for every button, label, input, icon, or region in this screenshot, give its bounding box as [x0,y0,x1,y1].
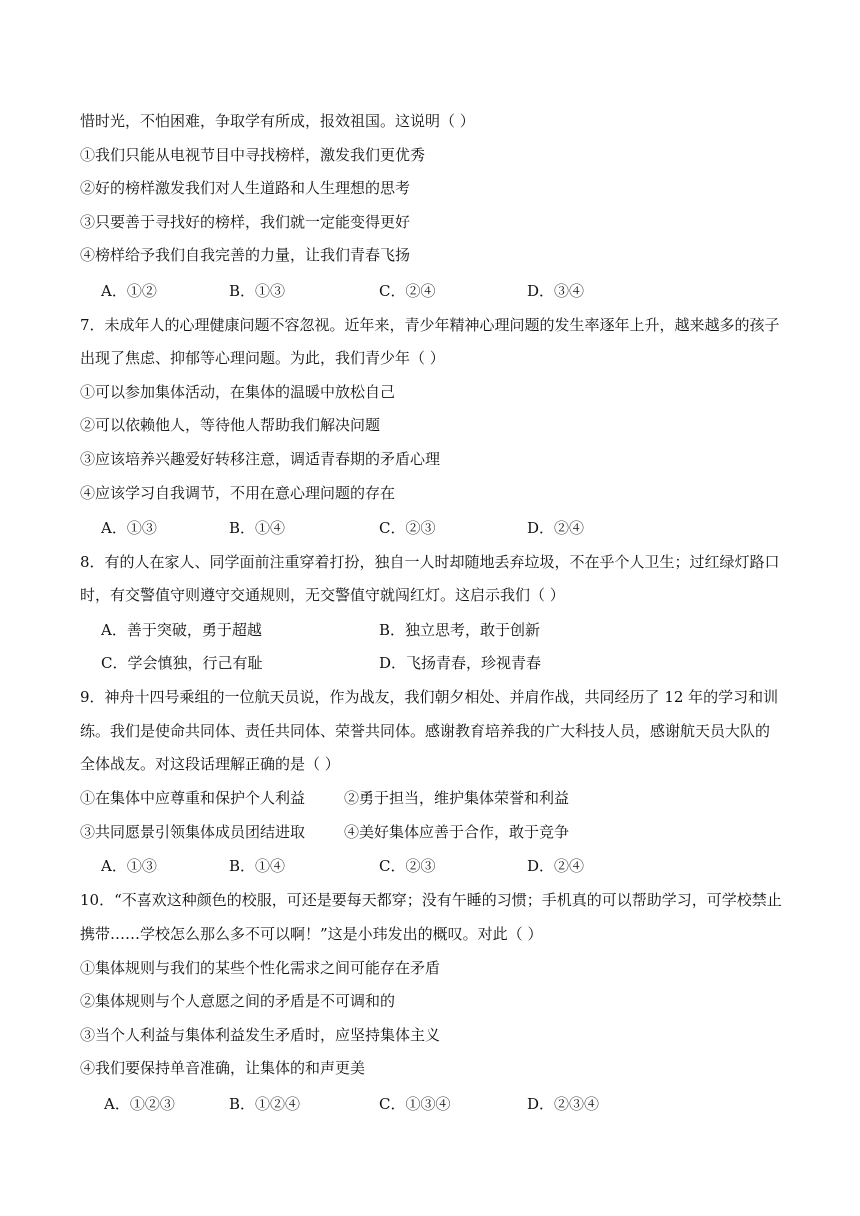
question-7-statement-4: ④应该学习自我调节，不用在意心理问题的存在 [80,484,396,502]
question-10-option-d: D．②③④ [527,1095,600,1113]
question-7-stem-line-1: 7．未成年人的心理健康问题不容忽视。近年来，青少年精神心理问题的发生率逐年上升，越来越多的孩子 [80,316,780,334]
question-7-option-d: D．②④ [527,519,585,537]
question-8-option-a: A．善于突破，勇于超越 [101,621,262,639]
question-6-statement-2: ②好的榜样激发我们对人生道路和人生理想的思考 [80,179,411,197]
question-9-stem-line-2: 练。我们是使命共同体、责任共同体、荣誉共同体。感谢教育培养我的广大科技人员，感谢航天员大队的 [80,722,771,740]
question-8-option-b: B．独立思考，敢于创新 [379,621,541,639]
question-10-option-c: C．①③④ [379,1095,451,1113]
question-7-option-a: A．①③ [101,519,157,537]
question-6-option-b: B．①③ [229,282,286,300]
question-9-option-b: B．①④ [229,857,286,875]
question-9-option-c: C．②③ [379,857,436,875]
question-10-statement-1: ①集体规则与我们的某些个性化需求之间可能存在矛盾 [80,959,441,977]
question-9-statement-3: ③共同愿景引领集体成员团结进取 [80,823,306,841]
question-7-option-c: C．②③ [379,519,436,537]
question-10-stem-line-2: 携带……学校怎么那么多不可以啊！”这是小玮发出的概叹。对此（ ） [80,925,543,943]
question-10-statement-3: ③当个人利益与集体利益发生矛盾时，应坚持集体主义 [80,1026,441,1044]
question-10-statement-4: ④我们要保持单音准确，让集体的和声更美 [80,1059,366,1077]
question-9-statement-2: ②勇于担当，维护集体荣誉和利益 [344,789,570,807]
question-10-statement-2: ②集体规则与个人意愿之间的矛盾是不可调和的 [80,992,396,1010]
question-9-stem-line-1: 9．神舟十四号乘组的一位航天员说，作为战友，我们朝夕相处、并肩作战，共同经历了 12 年的学习和训 [80,688,779,706]
question-7-statement-3: ③应该培养兴趣爱好转移注意，调适青春期的矛盾心理 [80,450,441,468]
question-10-option-a: A．①②③ [104,1095,175,1113]
question-7-statement-2: ②可以依赖他人，等待他人帮助我们解决问题 [80,416,381,434]
question-8-option-d: D．飞扬青春，珍视青春 [379,654,542,672]
question-6-option-a: A．①② [101,282,157,300]
question-9-option-a: A．①③ [101,857,157,875]
question-6-stem: 惜时光，不怕困难，争取学有所成，报效祖国。这说明（ ） [80,112,475,130]
question-8-stem-line-1: 8．有的人在家人、同学面前注重穿着打扮，独自一人时却随地丢弃垃圾，不在乎个人卫生；过红绿灯路口 [80,553,780,571]
question-6-option-c: C．②④ [379,282,436,300]
question-6-statement-1: ①我们只能从电视节目中寻找榜样，激发我们更优秀 [80,146,426,164]
question-9-statement-4: ④美好集体应善于合作，敢于竞争 [344,823,570,841]
question-8-stem-line-2: 时，有交警值守则遵守交通规则，无交警值守就闯红灯。这启示我们（ ） [80,586,565,604]
question-7-option-b: B．①④ [229,519,286,537]
question-10-option-b: B．①②④ [229,1095,301,1113]
question-6-option-d: D．③④ [527,282,585,300]
question-8-option-c: C．学会慎独，行己有耻 [101,654,263,672]
question-6-statement-3: ③只要善于寻找好的榜样，我们就一定能变得更好 [80,213,411,231]
question-9-option-d: D．②④ [527,857,585,875]
question-7-stem-line-2: 出现了焦虑、抑郁等心理问题。为此，我们青少年（ ） [80,349,445,367]
question-10-stem-line-1: 10．“不喜欢这种颜色的校服，可还是要每天都穿；没有午睡的习惯；手机真的可以帮助学习，可学校禁止 [80,891,782,909]
question-7-statement-1: ①可以参加集体活动，在集体的温暖中放松自己 [80,383,396,401]
question-6-statement-4: ④榜样给予我们自我完善的力量，让我们青春飞扬 [80,246,411,264]
question-9-statement-1: ①在集体中应尊重和保护个人利益 [80,789,306,807]
question-9-stem-line-3: 全体战友。对这段话理解正确的是（ ） [80,755,340,773]
